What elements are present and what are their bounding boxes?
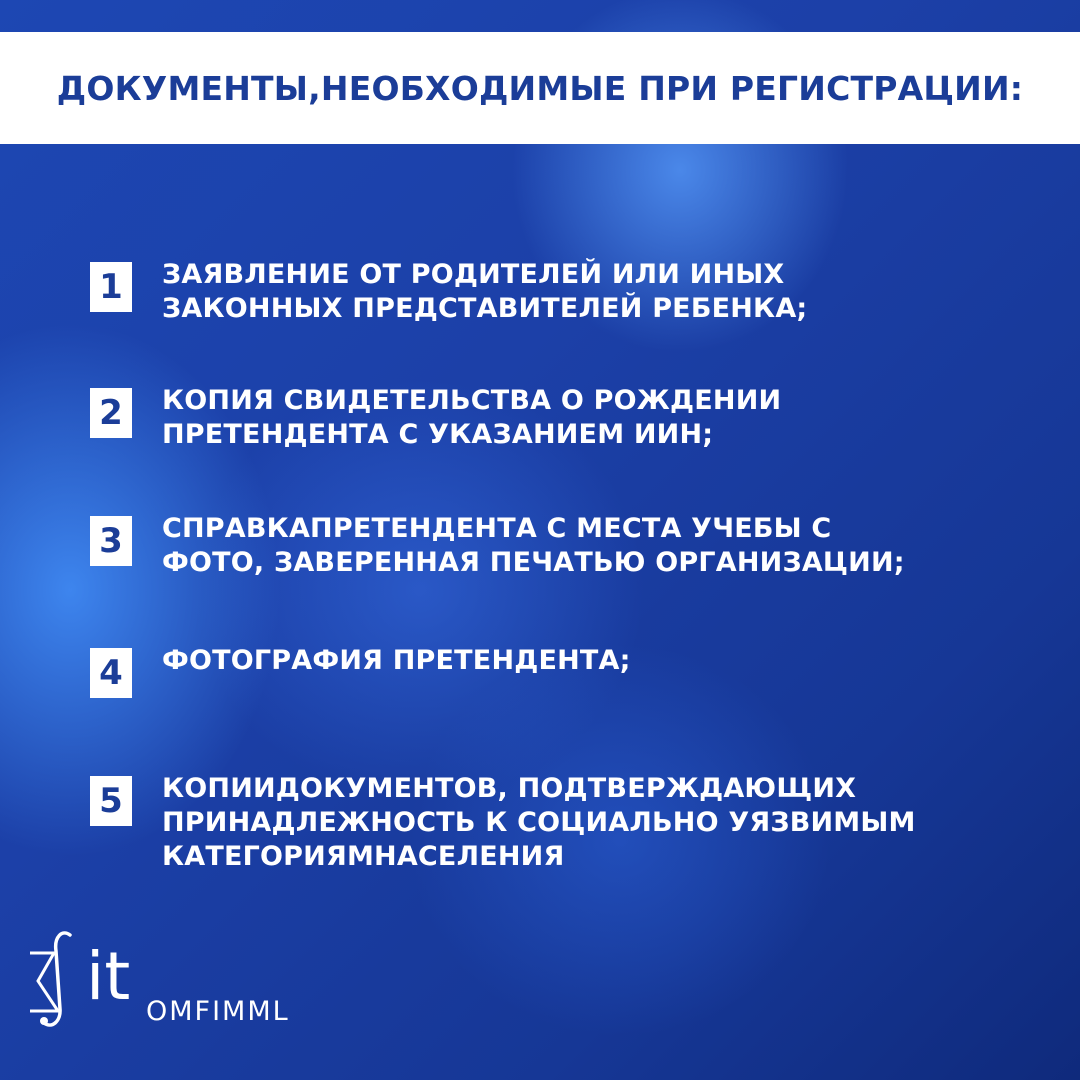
item-number-badge: 5 [90,776,132,826]
page-title: ДОКУМЕНТЫ,НЕОБХОДИМЫЕ ПРИ РЕГИСТРАЦИИ: [56,68,1024,108]
list-item [90,644,631,698]
item-number-badge: 2 [90,388,132,438]
list-item [90,384,781,452]
list-item [90,512,905,580]
item-text: КОПИЯ СВИДЕТЕЛЬСТВА О РОЖДЕНИИ ПРЕТЕНДЕНТА С УКАЗАНИЕМ ИИН; [162,385,782,450]
item-text: СПРАВКАПРЕТЕНДЕНТА С МЕСТА УЧЕБЫ С ФОТО, ЗАВЕРЕННАЯ ПЕЧАТЬЮ ОРГАНИЗАЦИИ; [162,513,905,578]
logo [24,925,344,1035]
item-number-badge: 4 [90,648,132,698]
list-item [90,772,916,874]
header-bar [0,32,1080,144]
logo-name: OMFIMML [146,996,290,1027]
item-text: ЗАЯВЛЕНИЕ ОТ РОДИТЕЛЕЙ ИЛИ ИНЫХ ЗАКОННЫХ ПРЕДСТАВИТЕЛЕЙ РЕБЕНКА; [162,259,808,324]
item-number-badge: 1 [90,262,132,312]
item-number-badge: 3 [90,516,132,566]
item-text: ФОТОГРАФИЯ ПРЕТЕНДЕНТА; [162,645,631,676]
sigma-integral-logo-icon [24,925,94,1035]
logo-mark-text: it [86,938,131,1015]
list-item [90,258,807,326]
item-text: КОПИИДОКУМЕНТОВ, ПОДТВЕРЖДАЮЩИХ ПРИНАДЛЕЖНОСТЬ К СОЦИАЛЬНО УЯЗВИМЫМ КАТЕГОРИЯМНАСЕЛЕНИЯ [162,773,916,872]
